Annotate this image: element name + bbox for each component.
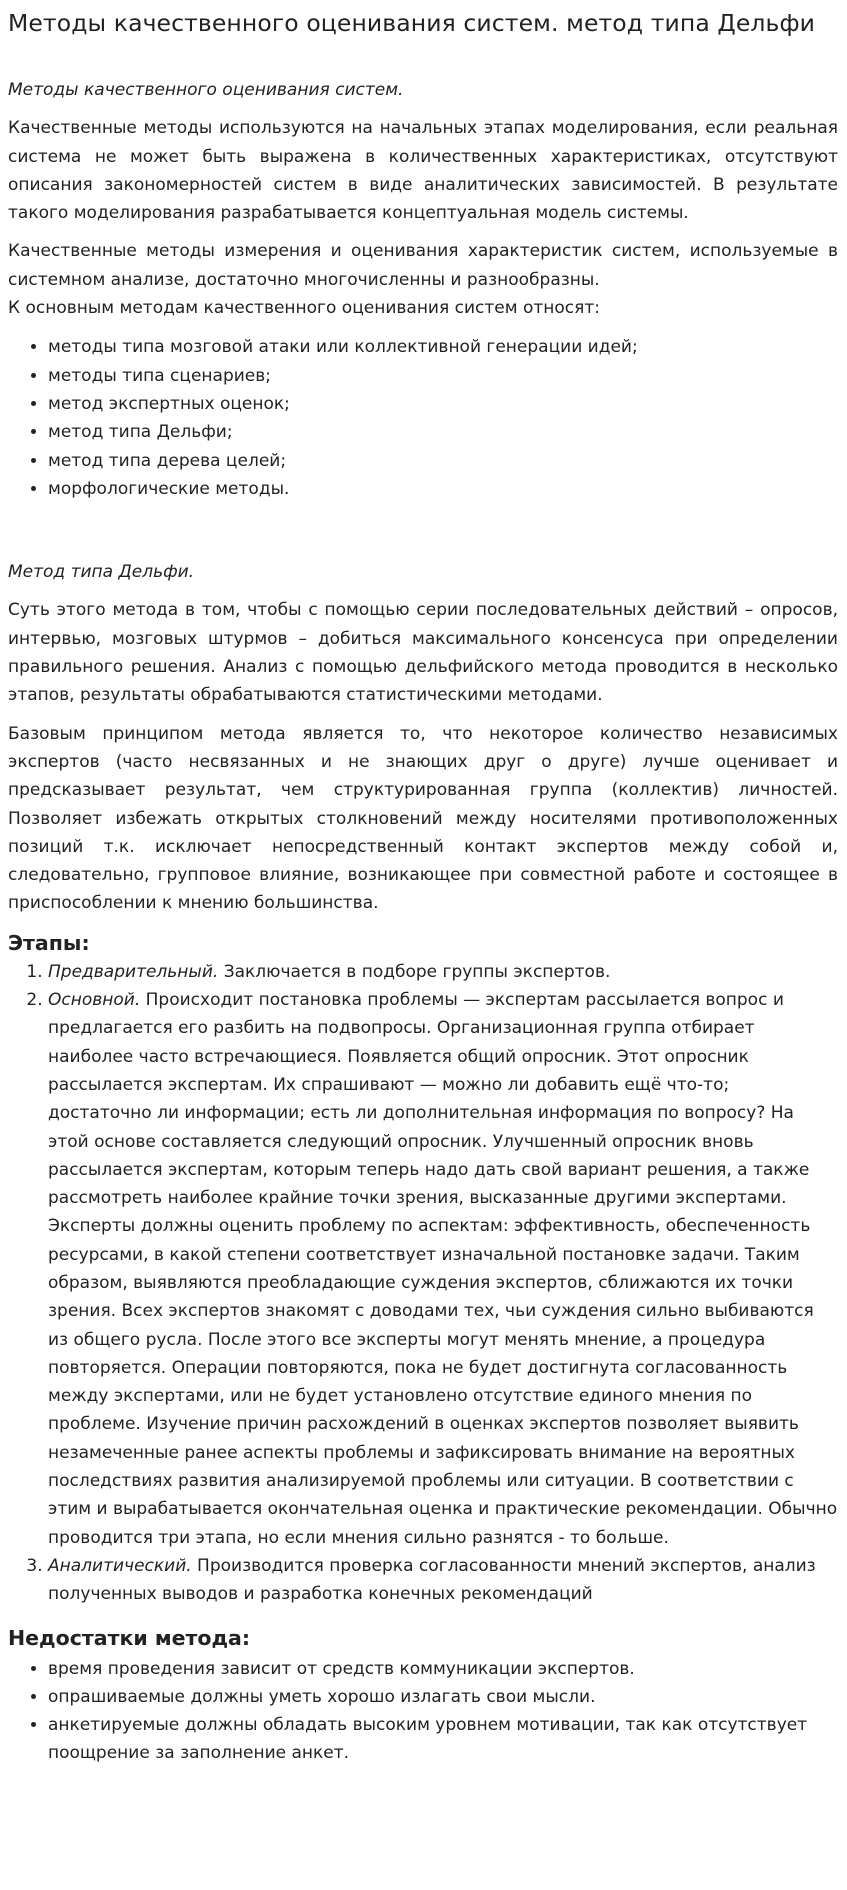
methods-list — [8, 333, 838, 503]
stage-text: Производится проверка согласованности мнений экспертов, анализ полученных выводов и разработка конечных рекомендаций — [48, 1555, 816, 1605]
list-item: • опрашиваемые должны уметь хорошо излагать свои мысли. — [48, 1683, 838, 1711]
stage-name: Основной. — [48, 990, 141, 1011]
list-item: • морфологические методы. — [48, 475, 838, 503]
stages-list — [8, 958, 838, 1609]
stages-heading: Этапы: — [8, 930, 90, 955]
stage-item — [48, 986, 838, 1552]
stage-item — [48, 958, 838, 986]
paragraph-qualitative-measurement: Качественные методы измерения и оценивания характеристик систем, используемые в системном анализе, достаточно многочисленны и разнообразны. — [8, 241, 838, 290]
list-item: • метод типа Дельфи; — [48, 418, 838, 446]
paragraph-qualitative-list-intro: К основным методам качественного оценивания систем относят: — [8, 298, 600, 319]
stage-name: Предварительный. — [48, 961, 219, 982]
list-item: • методы типа сценариев; — [48, 362, 838, 390]
cons-list — [8, 1655, 838, 1768]
stage-name: Аналитический. — [48, 1555, 192, 1576]
stage-item — [48, 1552, 838, 1609]
section-subtitle-qualitative: Методы качественного оценивания систем. — [8, 80, 404, 100]
cons-heading: Недостатки метода: — [8, 1625, 251, 1650]
stage-text: Происходит постановка проблемы — экспертам рассылается вопрос и предлагается его разбить на подвопросы. Организационная группа отбирает наиболее часто встречающиеся. Появляется общий опросник. Этот опросник рассылается экспертам. Их спрашивают — можно ли добавить ещё что-то; достаточно ли информации; есть ли дополнительная информация по вопросу? На этой основе составляется следующий опросник. Улучшенный опросник вновь рассылается экспертам, которым теперь надо дать свой вариант решения, а также рассмотреть наиболее крайние точки зрения, высказанные другими экспертами. Эксперты должны оценить проблему по аспектам: эффективность, обеспеченность ресурсами, в какой степени соответствует изначальной постановке задачи. Таким образом, выявляются преобладающие суждения экспертов, сближаются их точки зрения. Всех экспертов знакомят с доводами тех, чьи суждения сильно выбиваются из общего русла. После этого все эксперты могут менять мнение, а процедура повторяется. Операции повторяются, пока не будет достигнута согласованность между экспертами, или не будет установлено отсутствие единого мнения по проблеме. Изучение причин расхождений в оценках экспертов позволяет выявить незамеченные ранее аспекты проблемы и зафиксировать внимание на вероятных последствиях развития анализируемой проблемы или ситуации. В соответствии с этим и вырабатывается окончательная оценка и практические рекомендации. Обычно проводится три этапа, но если мнения сильно разнятся - то больше. — [48, 990, 838, 1548]
section-subtitle-delphi: Метод типа Дельфи. — [8, 562, 195, 583]
list-item: • метод типа дерева целей; — [48, 447, 838, 475]
list-item: • метод экспертных оценок; — [48, 390, 838, 418]
page-title: Методы качественного оценивания систем. метод типа Дельфи — [8, 9, 816, 37]
paragraph-qualitative-intro: Качественные методы используются на начальных этапах моделирования, если реальная система не может быть выражена в количественных характеристиках, отсутствуют описания закономерностей систем в виде аналитических зависимостей. В результате такого моделирования разрабатывается концептуальная модель системы. — [8, 118, 838, 224]
document — [0, 8, 847, 1768]
paragraph-delphi-essence: Суть этого метода в том, чтобы с помощью серии последовательных действий – опросов, интервью, мозговых штурмов – добиться максимального консенсуса при определении правильного решения. Анализ с помощью дельфийского метода проводится в несколько этапов, результаты обрабатываются статистическими методами. — [8, 600, 838, 706]
paragraph-delphi-principle: Базовым принципом метода является то, что некоторое количество независимых экспертов (часто несвязанных и не знающих друг о друге) лучше оценивает и предсказывает результат, чем структурированная группа (коллектив) личностей. Позволяет избежать открытых столкновений между носителями противоположенных позиций т.к. исключает непосредственный контакт экспертов между собой и, следовательно, групповое влияние, возникающее при совместной работе и состоящее в приспособлении к мнению большинства. — [8, 723, 838, 914]
list-item: • анкетируемые должны обладать высоким уровнем мотивации, так как отсутствует поощрение за заполнение анкет. — [48, 1711, 838, 1768]
stage-text: Заключается в подборе группы экспертов. — [218, 961, 611, 982]
list-item: • методы типа мозговой атаки или коллективной генерации идей; — [48, 333, 838, 361]
list-item: • время проведения зависит от средств коммуникации экспертов. — [48, 1655, 838, 1683]
